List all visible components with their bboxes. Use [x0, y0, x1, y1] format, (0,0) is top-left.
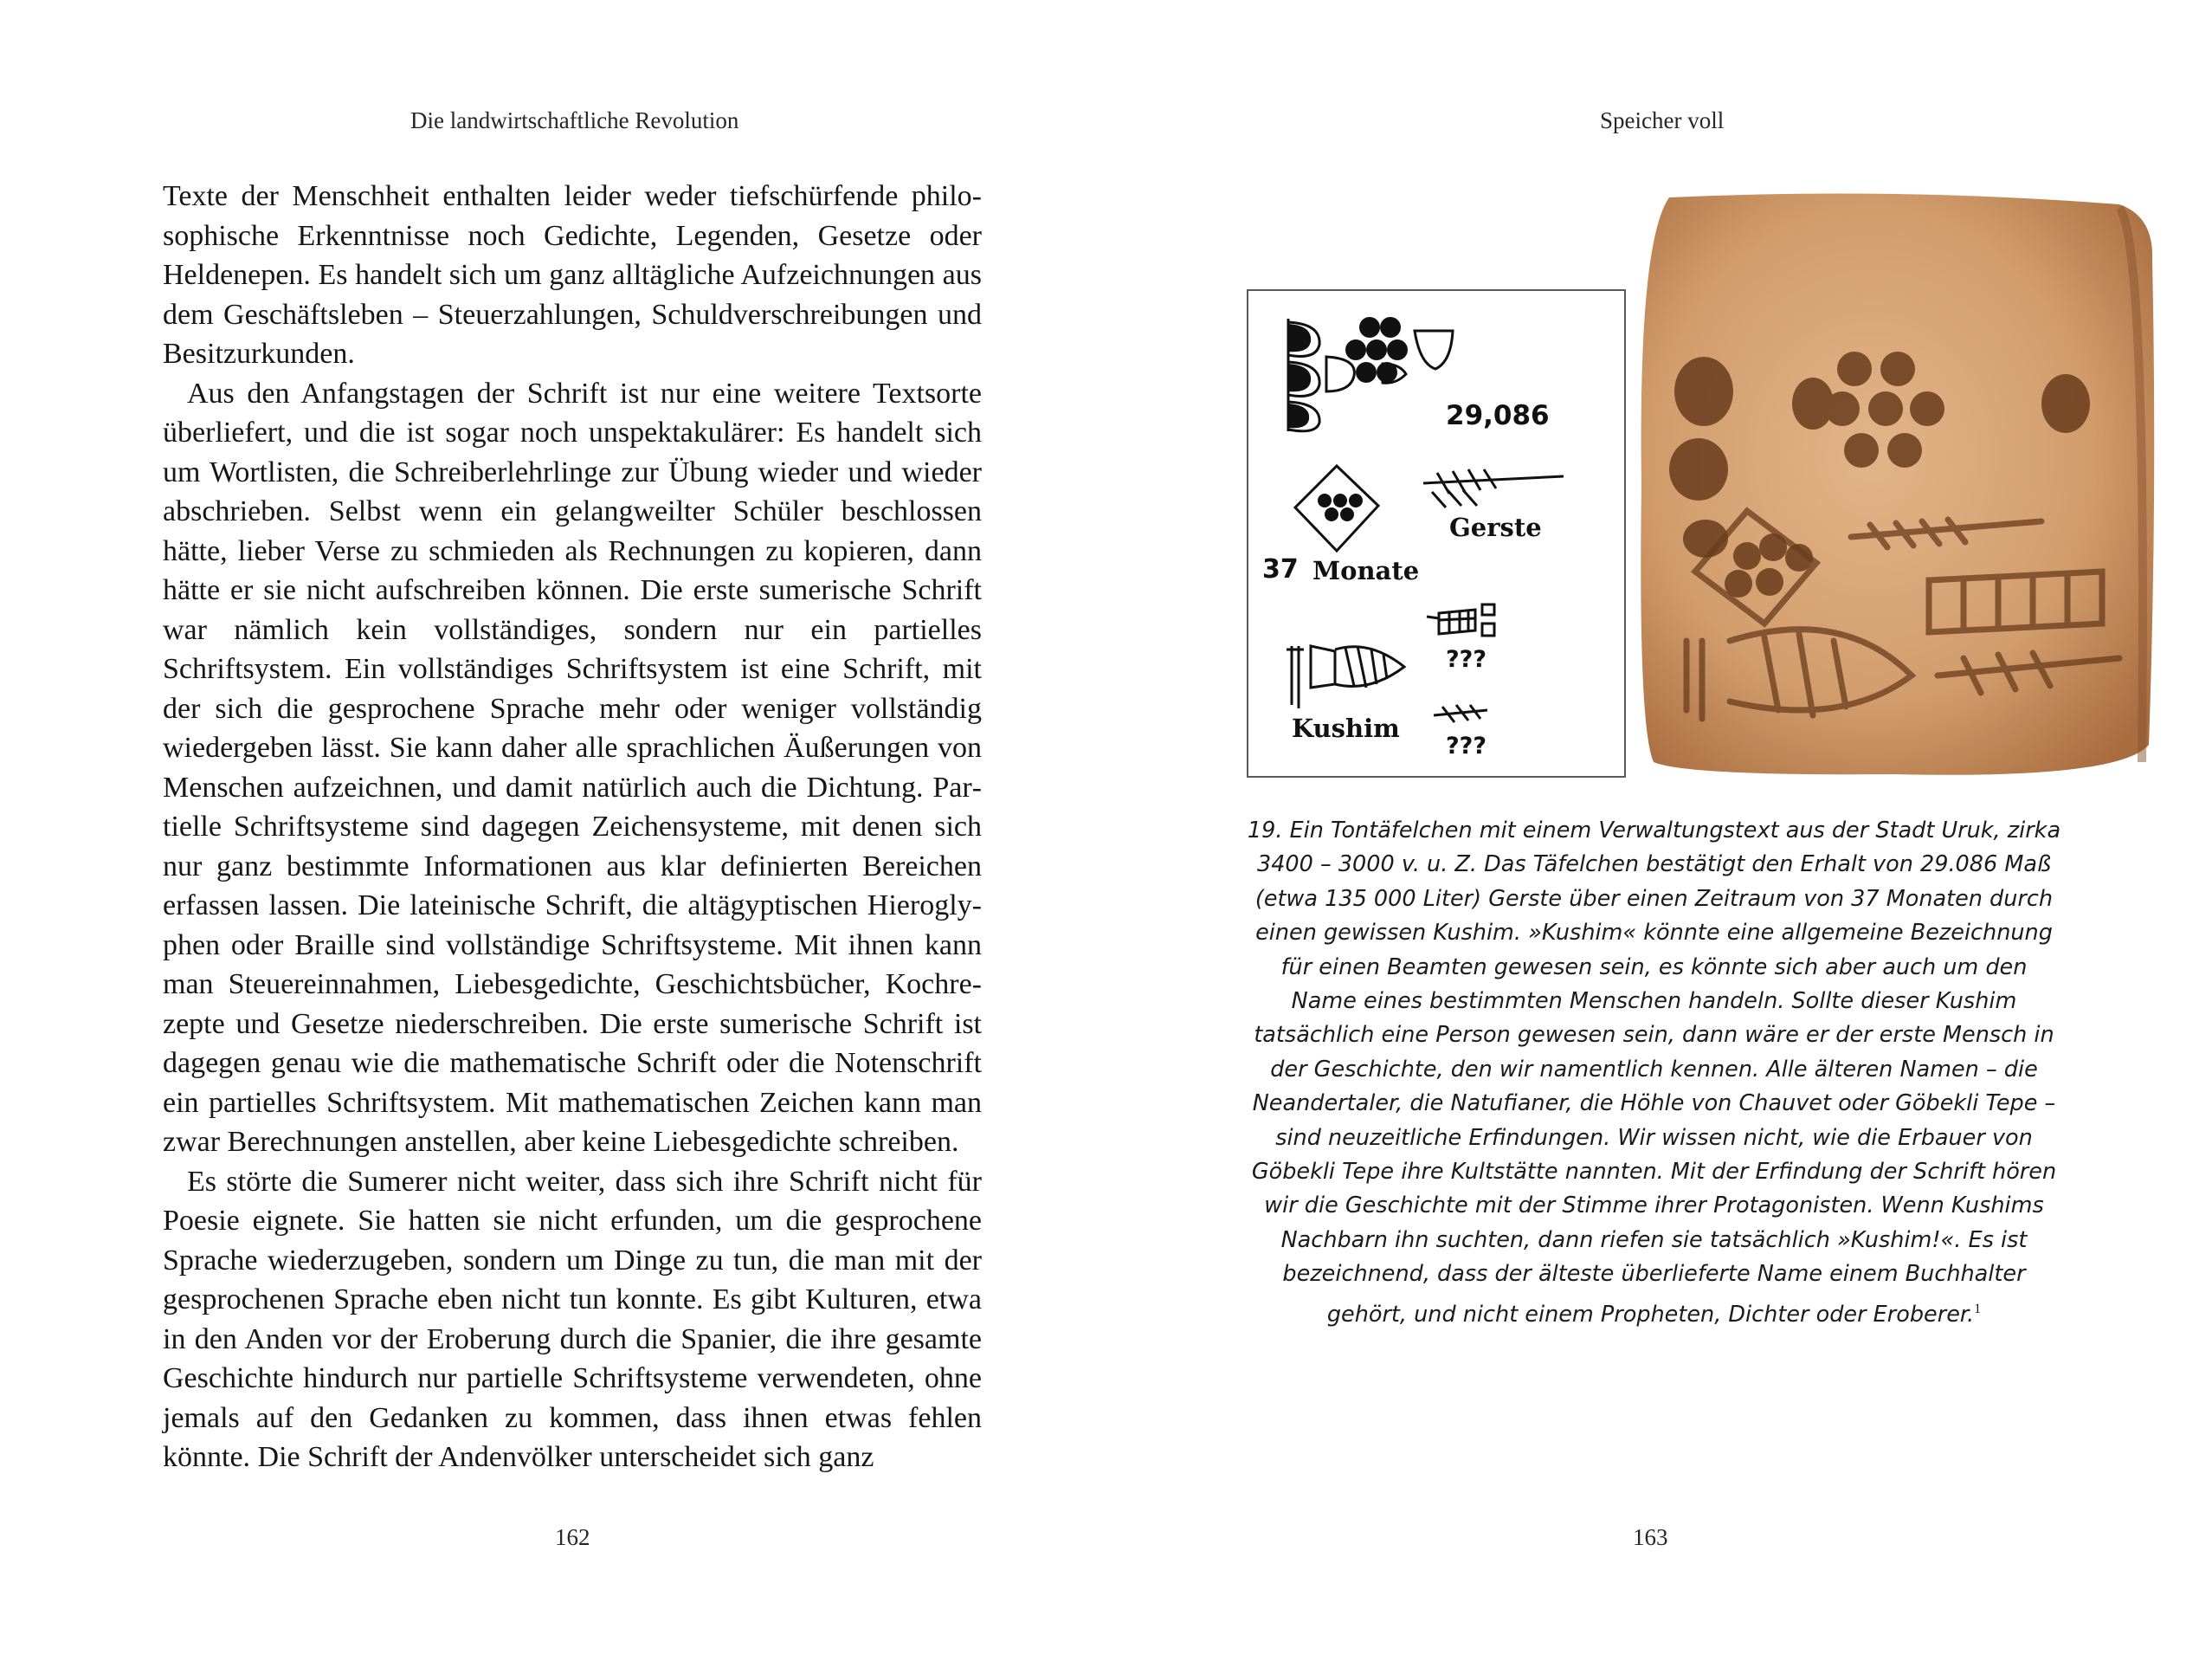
footnote-marker: 1 — [1974, 1301, 1982, 1316]
label-name: Kushim — [1292, 714, 1400, 743]
page-number-right: 163 — [1633, 1524, 1668, 1550]
label-unknown-2: ??? — [1446, 733, 1486, 759]
clay-tablet-photo — [1635, 191, 2161, 781]
tablet-drawing — [1247, 289, 1626, 778]
label-count: 29,086 — [1446, 400, 1550, 431]
body-text — [163, 177, 982, 1477]
running-head-left: Die landwirtschaftliche Revolution — [410, 107, 739, 133]
figure-caption — [1245, 814, 2063, 1332]
label-unknown-1: ??? — [1446, 646, 1486, 673]
paragraph-2: Aus den Anfangstagen der Schrift ist nur eine weitere Textsorte überliefert, und die ist sogar noch unspektakulärer: Es handelt sich um Wortlisten, die Schreiberlehrlinge zur Übung wieder und wieder abschrieben. Selbst wenn ein gelangweilter Schüler beschlossen hätte, lieber Verse zu schmieden als Rechnungen zu kopieren, dann hätte er sie nicht aufschreiben können. Die erste sumerische Schrift war nämlich kein vollständiges, sondern nur ein partielles Schriftsystem. Ein vollständiges Schriftsystem ist eine Schrift, mit der sich die gesprochene Sprache mehr oder weniger vollständig wiedergeben lässt. Sie kann daher alle sprachlichen Äußerungen von Menschen aufzeichnen, und damit natürlich auch die Dichtung. Partielle Schriftsysteme sind dagegen Zeichensysteme, mit denen sich nur ganz bestimmte Informationen aus klar definierten Bereichen erfassen lassen. Die lateinische Schrift, die altägyptischen Hieroglyphen oder Braille sind vollständige Schriftsysteme. Mit ihnen kann man Steuereinnahmen, Liebesgedichte, Geschichtsbücher, Kochrezepte und Gesetze niederschreiben. Die erste sumerische Schrift ist dagegen genau wie die mathematische Schrift oder die Notenschrift ein partielles Schriftsystem. Mit mathematischen Zeichen kann man zwar Berechnungen anstellen, aber keine Liebesgedichte schreiben. — [163, 377, 982, 1158]
paragraph-1: Texte der Menschheit enthalten leider weder tiefschürfende philosophische Erkenntnisse noch Gedichte, Legenden, Gesetze oder Heldenepen. Es handelt sich um ganz alltägliche Aufzeichnungen aus dem Geschäftsleben – Steuerzahlungen, Schuldverschreibungen und Besitzurkunden. — [163, 180, 982, 370]
label-months-word: Monate — [1312, 556, 1420, 585]
label-grain: Gerste — [1449, 513, 1542, 542]
right-page — [1106, 0, 2212, 1674]
caption-text: 19. Ein Tontäfelchen mit einem Verwaltungstext aus der Stadt Uruk, zirka 3400 – 3000 v. u. Z. Das Täfelchen bestätigt den Erhalt von 29.086 Maß (etwa 135 000 Liter) Gerste über einen Zeitraum von 37 Monaten durch einen gewissen Kushim. »Kushim« könnte eine allgemeine Bezeichnung für einen Beamten gewesen sein, es könnte sich aber auch um den Name eines bestimmten Menschen handeln. Sollte dieser Kushim tatsächlich eine Person gewesen sein, dann wäre er der erste Mensch in der Geschichte, den wir namentlich kennen. Alle älteren Namen – die Neandertaler, die Natufianer, die Höhle von Chauvet oder Göbekli Tepe – sind neuzeitliche Erfindungen. Wir wissen nicht, wie die Erbauer von Göbekli Tepe ihre Kultstätte nannten. Mit der Erfindung der Schrift hören wir die Geschichte mit der Stimme ihrer Protagonisten. Wenn Kushims Nachbarn ihn suchten, dann riefen sie tatsächlich »Kushim!«. Es ist bezeichnend, dass der älteste überlieferte Name einem Buchhalter gehört, und nicht einem Propheten, Dichter oder Eroberer. — [1247, 818, 2061, 1328]
running-head-right: Speicher voll — [1600, 107, 1725, 133]
tablet-drawing-glyphs — [1248, 291, 1624, 776]
paragraph-3: Es störte die Sumerer nicht weiter, dass sich ihre Schrift nicht für Poesie eignete. Sie hatten sie nicht erfunden, um die gesprochene Sprache wiederzugeben, sondern um Dinge zu tun, die man mit der gesprochenen Sprache eben nicht tun konnte. Es gibt Kulturen, etwa in den Anden vor der Eroberung durch die Spanier, die ihre gesamte Geschichte hindurch nur partielle Schriftsysteme verwendeten, ohne jemals auf den Gedanken zu kommen, dass ihnen etwas fehlen könnte. Die Schrift der Andenvölker unterscheidet sich ganz — [163, 1165, 982, 1473]
page-number-left: 162 — [555, 1524, 590, 1550]
label-months-number: 37 — [1262, 554, 1299, 585]
